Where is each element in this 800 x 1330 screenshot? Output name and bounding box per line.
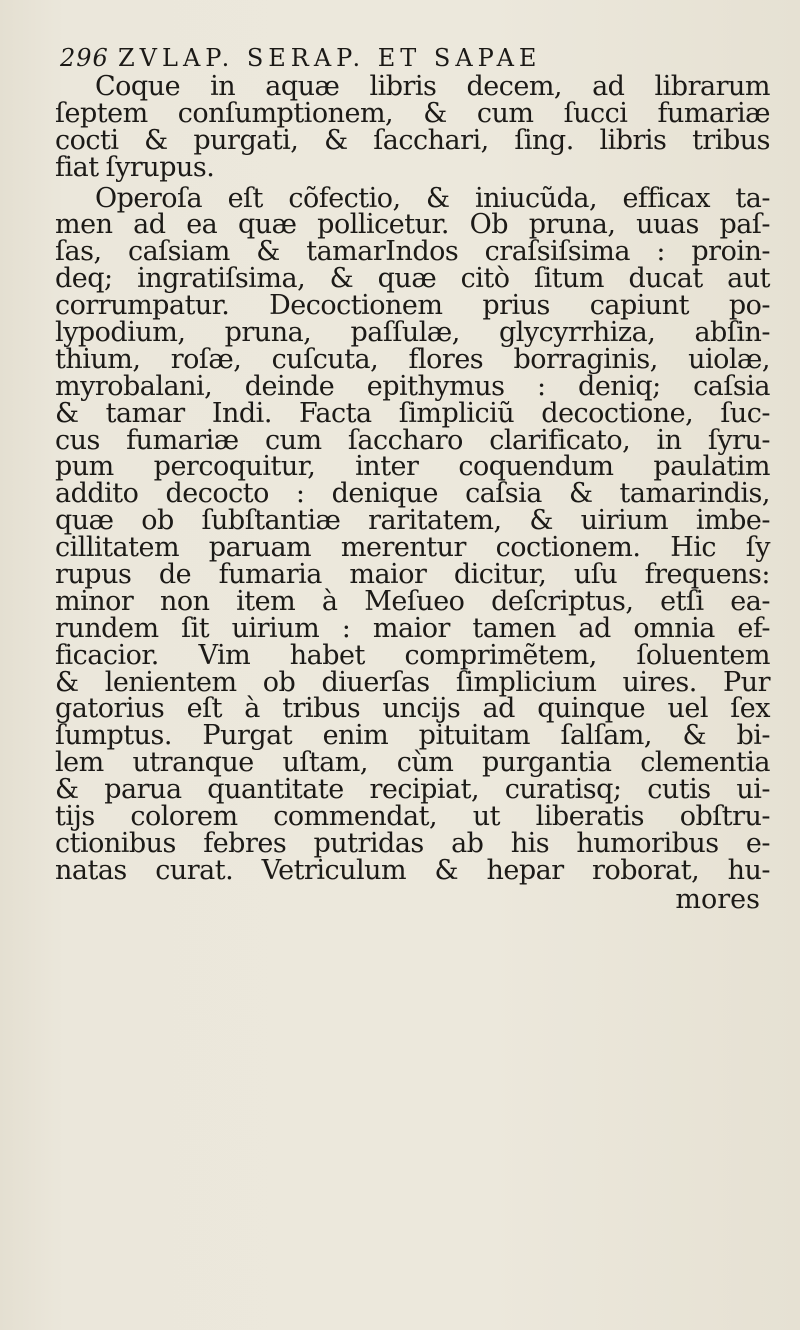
text-line: minor non item à Meſueo deſcriptus, etſi ea- <box>55 585 770 617</box>
text-line: pum percoquitur, inter coquendum paulatim <box>55 451 770 483</box>
running-head: ZVLAP. SERAP. ET SAPAE <box>118 44 542 72</box>
text-line: addito decocto : denique caſsia & tamarindis, <box>55 478 770 510</box>
catchword: mores <box>675 883 760 915</box>
text-line: & tamar Indi. Facta ſimpliciũ decoctione, ſuc- <box>55 397 770 429</box>
text-line: deq; ingratiſsima, & quæ citò ſitum ducat aut <box>55 263 770 295</box>
text-line: lem utranque uſtam, cùm purgantia clementia <box>55 747 770 779</box>
text-line: myrobalani, deinde epithymus : deniq; caſsia <box>55 370 770 402</box>
text-line: Operoſa eſt cõfectio, & iniucũda, efficax ta- <box>95 182 770 214</box>
text-line: lypodium, pruna, paſſulæ, glycyrrhiza, abſin- <box>55 317 770 349</box>
paragraph-1 <box>55 71 770 183</box>
text-line: rupus de fumaria maior dicitur, uſu frequens: <box>55 559 770 591</box>
text-line: fiat ſyrupus. <box>55 151 215 183</box>
text-line: & parua quantitate recipiat, curatisq; cutis ui- <box>55 774 770 806</box>
text-line: ſas, caſsiam & tamarIndos craſsiſsima : proin- <box>55 236 770 268</box>
text-line: quæ ob ſubſtantiæ raritatem, & uirium imbe- <box>55 505 770 537</box>
text-line: tijs colorem commendat, ut liberatis obſtru- <box>55 801 770 833</box>
text-line: men ad ea quæ pollicetur. Ob pruna, uuas paſ- <box>55 209 770 241</box>
text-line: ſeptem conſumptionem, & cum ſucci fumariæ <box>55 97 770 129</box>
text-line: cocti & purgati, & ſacchari, ſing. libris tribus <box>55 124 770 156</box>
text-line: natas curat. Vetriculum & hepar roborat, hu- <box>55 854 770 886</box>
page-number: 296 <box>60 44 109 72</box>
text-line: corrumpatur. Decoctionem prius capiunt po- <box>55 290 770 322</box>
text-line: & lenientem ob diuerſas ſimplicium uires. Pur <box>55 666 770 698</box>
text-line: ſumptus. Purgat enim pituitam ſalſam, & bi- <box>55 720 770 752</box>
paragraph-2 <box>55 182 770 886</box>
text-line: Coque in aquæ libris decem, ad librarum <box>95 71 770 102</box>
text-line: cus fumariæ cum ſaccharo clarificato, in ſyru- <box>55 424 770 456</box>
text-line: cillitatem paruam merentur coctionem. Hic ſy <box>55 532 770 564</box>
text-line: ficacior. Vim habet comprimẽtem, ſoluentem <box>55 639 770 671</box>
text-line: thium, roſæ, cuſcuta, flores borraginis, uiolæ, <box>55 343 770 375</box>
text-line: ctionibus febres putridas ab his humoribus e- <box>55 827 770 859</box>
text-line: rundem ſit uirium : maior tamen ad omnia ef- <box>55 612 770 644</box>
text-line: gatorius eſt à tribus uncijs ad quinque uel ſex <box>55 693 770 725</box>
body-text <box>55 71 770 915</box>
